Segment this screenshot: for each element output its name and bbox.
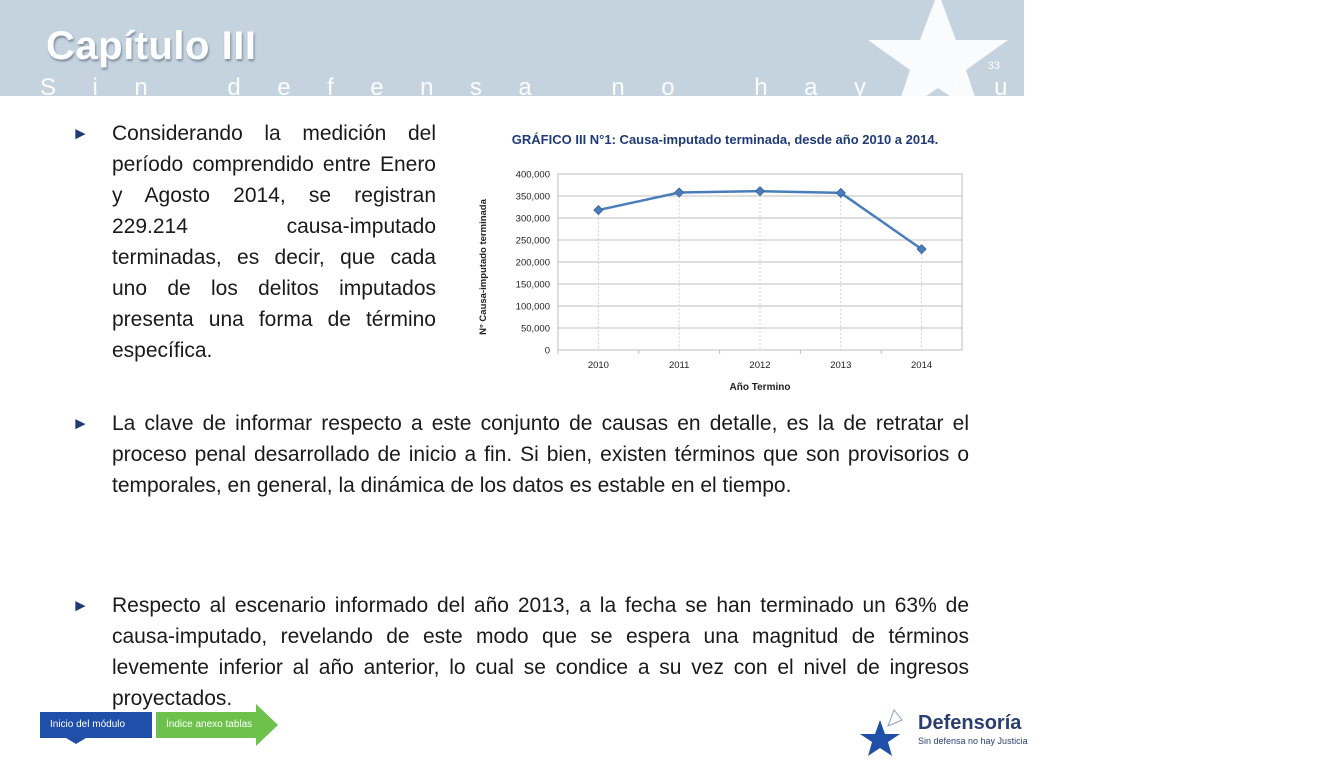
bullet-text-3: Respecto al escenario informado del año 2013, a la fecha se han terminado un 63% de causa-imputado, revelando de este modo que se espera una magnitud de términos levemente inferior al año anterior, lo cual se condice a su vez con el nivel de ingresos proyectados. (112, 594, 969, 710)
bullet-arrow-icon: ► (72, 596, 89, 615)
bullet-arrow-icon: ► (72, 124, 89, 143)
x-tick-label: 2010 (587, 360, 609, 371)
page-number: 33 (987, 60, 1000, 72)
x-tick-label: 2014 (911, 360, 933, 371)
defensoria-logo (850, 708, 1028, 762)
bullet-arrow-icon: ► (72, 414, 89, 433)
logo-star-icon (850, 708, 916, 760)
header-banner (0, 0, 1318, 101)
bullet-paragraph-2 (72, 408, 969, 501)
page-title: Capítulo III (46, 24, 257, 68)
inicio-modulo-button[interactable]: Inicio del módulo (40, 712, 152, 738)
y-tick-label: 100,000 (515, 301, 550, 313)
bullet-text-1: Considerando la medición del período comprendido entre Enero y Agosto 2014, se registran 229.214 causa-imputado terminadas, es decir, que cada uno de los delitos imputados presenta una forma de término específica. (112, 122, 436, 362)
y-axis-label: N° Causa-imputado terminada (478, 199, 489, 335)
y-tick-label: 50,000 (520, 323, 550, 335)
y-tick-label: 200,000 (515, 257, 550, 269)
indice-anexo-button[interactable]: Índice anexo tablas (156, 712, 256, 738)
y-tick-label: 250,000 (515, 235, 550, 247)
y-tick-label: 0 (544, 345, 550, 357)
y-tick-label: 150,000 (515, 279, 550, 291)
data-point-marker (594, 206, 603, 215)
y-tick-label: 350,000 (515, 191, 550, 203)
line-chart (470, 160, 980, 400)
bullet-text-2: La clave de informar respecto a este conjunto de causas en detalle, es la de retratar el proceso penal desarrollado de inicio a fin. Si bien, existen términos que son provisorios o temporales, en general, la dinámica de los datos es estable en el tiempo. (112, 412, 969, 497)
data-point-marker (756, 187, 765, 196)
y-tick-label: 300,000 (515, 213, 550, 225)
x-tick-label: 2011 (668, 360, 690, 371)
star-icon (838, 0, 1038, 122)
bullet-paragraph-1 (72, 118, 436, 366)
x-tick-label: 2012 (749, 360, 771, 371)
y-tick-label: 400,000 (515, 169, 550, 181)
chart-title: GRÁFICO III N°1: Causa-imputado terminada, desde año 2010 a 2014. (511, 132, 939, 147)
x-tick-label: 2013 (830, 360, 852, 371)
x-axis-label: Año Termino (729, 382, 791, 393)
logo-name: Defensoría (918, 712, 1022, 734)
bullet-paragraph-3 (72, 590, 969, 714)
header-subtitle: Sin defensa no hay Justicia (40, 74, 1318, 101)
logo-tagline: Sin defensa no hay Justicia (918, 736, 1028, 746)
